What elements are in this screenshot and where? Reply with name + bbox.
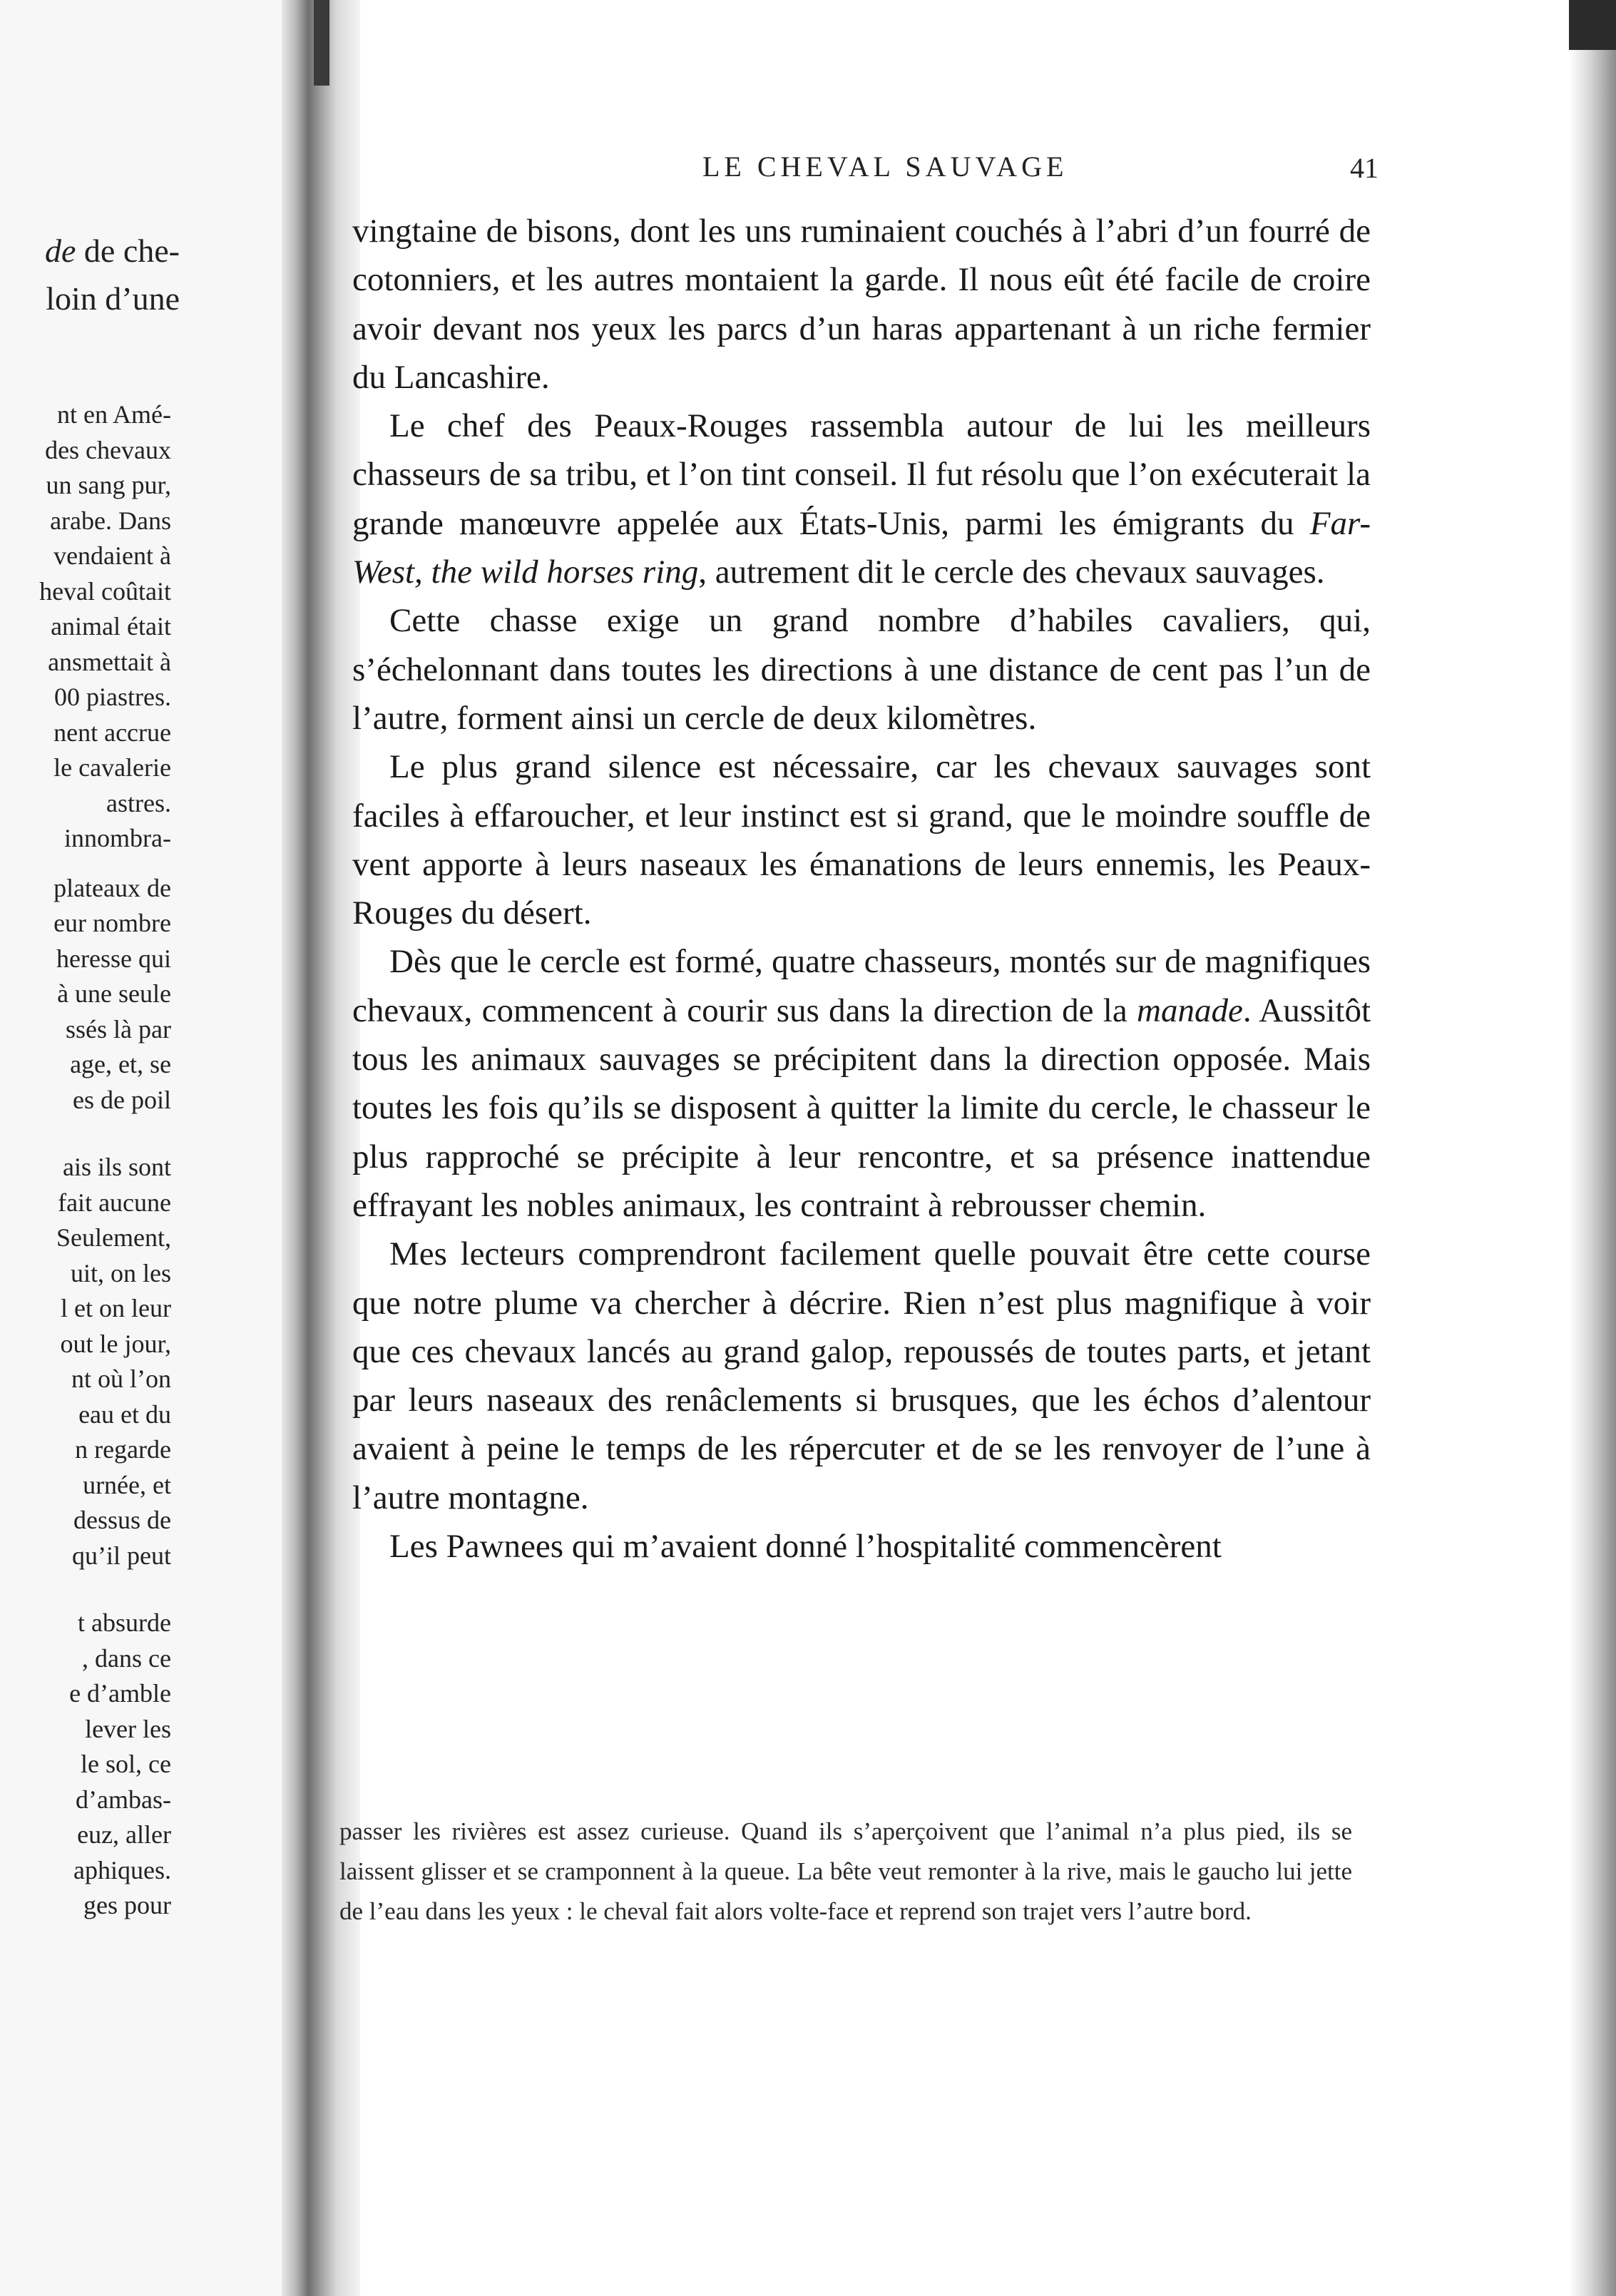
paragraph-5-text-b: . Aussitôt tous les animaux sauvages se précipitent dans la direction opposée. Mais toutes les fois qu’ils se disposent à quitter la limite du cercle, le chasseur le plus rapproché se précipite à leur rencontre, et sa présence inattendue effrayant les nobles animaux, les contraint à rebrousser chemin. (352, 991, 1371, 1224)
left-page-line: astres. (106, 788, 171, 817)
paragraph-5-text-a: Dès que le cercle est formé, quatre chasseurs, montés sur de magnifiques chevaux, commencent à courir sus dans la direction de la (352, 943, 1371, 1029)
left-page-line: lever les (85, 1714, 171, 1743)
paragraph-2-text-b: , autrement dit le cercle des chevaux sauvages. (698, 553, 1325, 591)
left-page-line: n regarde (75, 1435, 171, 1464)
left-page-line: un sang pur, (46, 471, 171, 499)
paragraph-1: vingtaine de bisons, dont les uns ruminaient couchés à l’abri d’un fourré de cotonniers, et les autres montaient la garde. Il nous eût été facile de croire avoir devant nos yeux les parcs d’un haras appartenant à un riche fermier du Lancashire. (352, 213, 1371, 396)
left-page-line: ansmettait à (48, 647, 171, 676)
left-page-line: vendaient à (53, 541, 171, 570)
left-page-line: ssés là par (66, 1014, 171, 1044)
left-page-line: ges pour (83, 1891, 171, 1919)
paragraph-5 (352, 937, 1371, 1230)
left-page-line: à une seule (57, 979, 171, 1008)
left-page-line: Seulement, (56, 1223, 171, 1252)
left-page-line: nent accrue (53, 718, 171, 747)
left-page-line: heval coûtait (39, 576, 171, 606)
footnote (339, 1812, 1352, 1932)
left-page-line: es de poil (73, 1085, 171, 1114)
left-page-line: dessus de (73, 1506, 171, 1534)
left-page-line: , dans ce (82, 1643, 171, 1673)
paragraph-6: Mes lecteurs comprendront facilement quelle pouvait être cette course que notre plume va chercher à décrire. Rien n’est plus magnifique à voir que ces chevaux lancés au grand galop, repoussés de toutes parts, et jetant par leurs naseaux des renâclements si brusques, que les échos d’alentour avaient à peine le temps de les répercuter et de se les renvoyer de l’une à l’autre montagne. (352, 1235, 1371, 1516)
left-page-line: arabe. Dans (50, 506, 171, 535)
left-page-line (45, 232, 180, 270)
left-page-line-text: de che- (76, 233, 180, 269)
left-page-line: euz, aller (77, 1820, 171, 1849)
left-page-line: e d’amble (69, 1679, 171, 1708)
main-text-block (352, 207, 1371, 1571)
page-number: 41 (1350, 152, 1379, 184)
left-page-line: age, et, se (70, 1050, 171, 1078)
paragraph-4: Le plus grand silence est nécessaire, car les chevaux sauvages sont faciles à effaroucher, et leur instinct est si grand, que le moindre souffle de vent apporte à leurs naseaux les émanations de leurs ennemis, les Peaux-Rouges du désert. (352, 748, 1371, 932)
paragraph-2-text-a: Le chef des Peaux-Rouges rassembla autour de lui les meilleurs chasseurs de sa tribu, et l’on tint conseil. Il fut résolu que l’on exécuterait la grande manœuvre appelée aux États-Unis, parmi les émigrants du (352, 407, 1371, 542)
left-page-line: innombra- (64, 824, 171, 852)
left-page-line: ais ils sont (62, 1153, 171, 1181)
left-page-line: loin d’une (46, 280, 180, 317)
paragraph-2 (352, 402, 1371, 596)
left-page-line: nt en Amé- (57, 400, 171, 429)
left-page-line: t absurde (78, 1608, 171, 1637)
left-page-line: urnée, et (83, 1470, 171, 1499)
left-page-line-italic: de (45, 233, 76, 269)
left-page-line: qu’il peut (72, 1541, 171, 1570)
gutter-dark-mark (314, 0, 329, 86)
footnote-text: passer les rivières est assez curieuse. Quand ils s’aperçoivent que l’animal n’a plus pied, ils se laissent glisser et se cramponnent à la queue. La bête veut remonter à la rive, mais le gaucho lui jette de l’eau dans les yeux : le cheval fait alors volte-face et reprend son trajet vers l’autre bord. (339, 1817, 1352, 1925)
left-page-line: animal était (51, 612, 171, 641)
paragraph-2-italic: Far-West, the wild horses ring (352, 504, 1371, 591)
left-page-line: nt où l’on (71, 1364, 171, 1393)
left-page-line: l et on leur (61, 1294, 171, 1322)
left-page-line: le sol, ce (81, 1750, 171, 1778)
paragraph-5-italic: manade (1137, 991, 1243, 1029)
left-page-line: heresse qui (56, 944, 171, 973)
left-page-line: fait aucune (58, 1188, 171, 1217)
left-page-line: uit, on les (71, 1258, 171, 1287)
left-page-line: 00 piastres. (54, 683, 171, 711)
running-head: LE CHEVAL SAUVAGE (702, 150, 1068, 183)
corner-dark-mark (1569, 0, 1616, 50)
left-page-line: plateaux de (53, 873, 171, 902)
paragraph-3: Cette chasse exige un grand nombre d’habiles cavaliers, qui, s’échelonnant dans toutes les directions à une distance de cent pas l’un de l’autre, forment ainsi un cercle de deux kilomètres. (352, 602, 1371, 737)
paragraph-7: Les Pawnees qui m’avaient donné l’hospitalité commencèrent (389, 1528, 1222, 1566)
left-page-line: eur nombre (53, 909, 171, 937)
book-gutter (282, 0, 360, 2296)
left-page-line: d’ambas- (76, 1785, 171, 1814)
page-right-edge (1569, 0, 1616, 2296)
left-page-line: aphiques. (73, 1855, 171, 1884)
left-page-fragment (0, 0, 285, 2296)
left-page-line: eau et du (78, 1399, 171, 1429)
left-page-line: le cavalerie (53, 753, 171, 782)
left-page-line: des chevaux (45, 435, 171, 464)
left-page-line: out le jour, (60, 1329, 171, 1358)
